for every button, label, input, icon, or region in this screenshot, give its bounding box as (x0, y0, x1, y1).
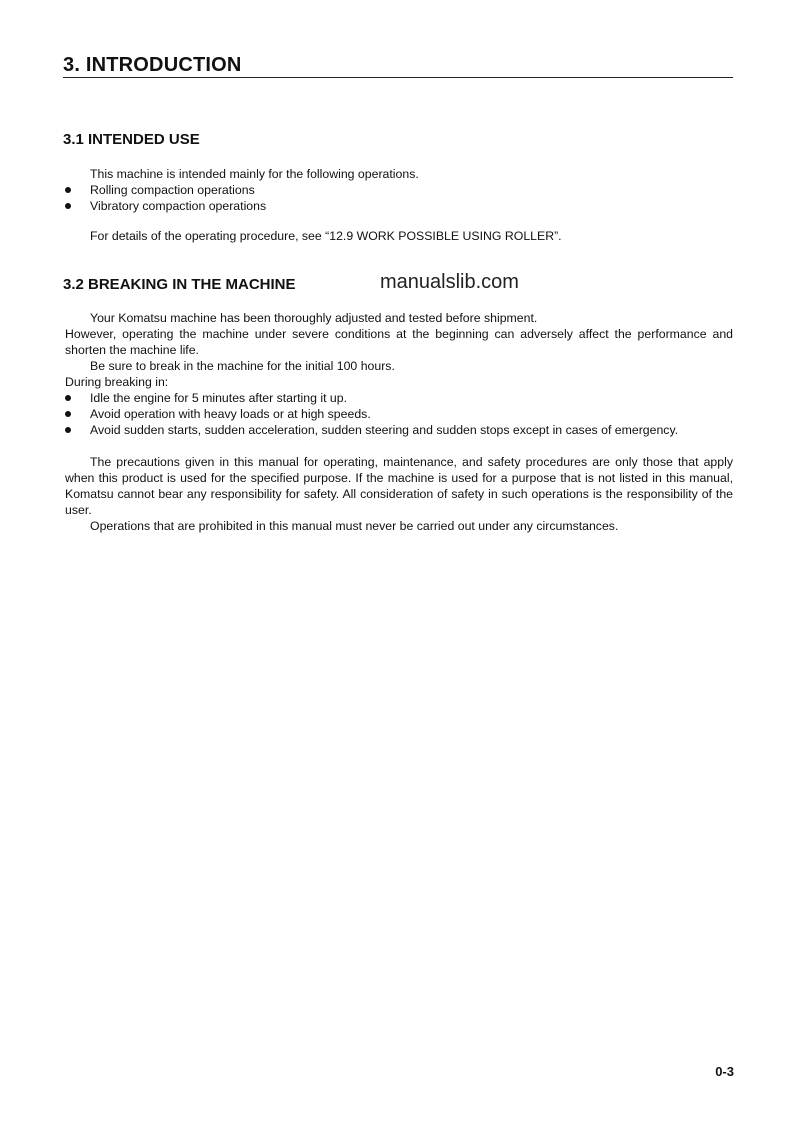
paragraph: Your Komatsu machine has been thoroughly adjusted and tested before shipment. (90, 311, 538, 325)
paragraph: Be sure to break in the machine for the initial 100 hours. (90, 359, 395, 373)
paragraph: The precautions given in this manual for operating, maintenance, and safety procedures are only those that apply when this product is used for the specified purpose. If the machine is used for a purpose that is not listed in this manual, Komatsu cannot bear any responsibility for safety. All consideration of safety in such operations is the responsibility of the user. (65, 455, 733, 517)
section-breaking-in (65, 310, 733, 534)
list-item-text: Idle the engine for 5 minutes after starting it up. (90, 391, 348, 405)
bullet-icon (65, 395, 71, 401)
list-item-text: Vibratory compaction operations (90, 199, 267, 213)
bullet-icon (65, 427, 71, 433)
list-item (65, 390, 733, 406)
section-heading-intended-use: 3.1 INTENDED USE (63, 131, 200, 148)
paragraph: This machine is intended mainly for the following operations. (90, 167, 419, 181)
paragraph: However, operating the machine under severe conditions at the beginning can adversely affect the performance and shorten the machine life. (65, 327, 733, 357)
bullet-icon (65, 411, 71, 417)
bullet-icon (65, 203, 71, 209)
paragraph: During breaking in: (65, 375, 169, 389)
section-heading-breaking-in: 3.2 BREAKING IN THE MACHINE (63, 276, 296, 293)
list-item (65, 182, 733, 198)
page-number: 0-3 (715, 1064, 734, 1079)
list-item-text: Avoid operation with heavy loads or at high speeds. (90, 407, 371, 421)
watermark: manualslib.com (380, 271, 519, 293)
list-item-text: Rolling compaction operations (90, 183, 255, 197)
paragraph: For details of the operating procedure, see “12.9 WORK POSSIBLE USING ROLLER”. (90, 229, 562, 243)
bullet-icon (65, 187, 71, 193)
list-item (65, 406, 733, 422)
section-intended-use (65, 166, 733, 244)
page-title: 3. INTRODUCTION (63, 54, 242, 76)
title-rule (63, 77, 733, 78)
list-item (65, 422, 733, 438)
list-item-text: Avoid sudden starts, sudden acceleration, sudden steering and sudden stops except in cases of emergency. (90, 423, 679, 437)
paragraph: Operations that are prohibited in this manual must never be carried out under any circumstances. (90, 519, 619, 533)
list-item (65, 198, 733, 214)
